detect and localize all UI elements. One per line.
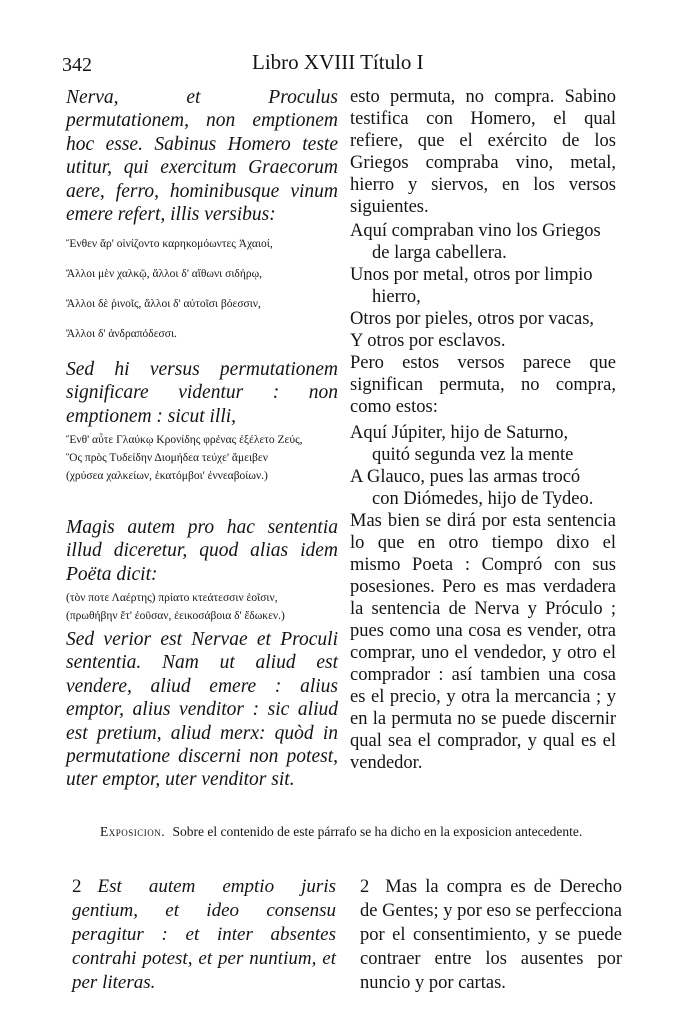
spanish-verse-line: Aquí compraban vino los Griegos: [350, 221, 601, 241]
latin-paragraph-4: Sed verior est Nervae et Proculi sententia. Nam ut aliud est vendere, aliud emere : alius emptor, alius venditor : sic aliud est pretium, aliud merx: quòd in permutatione discerni non potest, uter emptor, uter venditor sit.: [66, 629, 338, 791]
section-2-latin-paragraph: [72, 875, 336, 995]
exposicion-note: [100, 822, 620, 842]
greek-verse-line: Ἄλλοι δ' ἀνδραπόδεσσι.: [66, 328, 177, 340]
greek-verse-line: (χρύσεα χαλκείων, ἑκατόμβοι' ἐννεαβοίων.): [66, 470, 268, 482]
greek-verse-line: (τὸν ποτε Λαέρτης) πρίατο κτεάτεσσιν ἑοῖσιν,: [66, 592, 278, 604]
spanish-paragraph-1: esto permuta, no compra. Sabino testifica con Homero, el qual refiere, que el exército de los Griegos compraba vino, metal, hierro y siervos, en los versos siguientes.: [350, 87, 616, 217]
latin-column-part-1: [66, 86, 338, 226]
exposicion-text: Sobre el contenido de este párrafo se ha dicho en la exposicion antecedente.: [172, 824, 583, 839]
spanish-verse-line: con Diómedes, hijo de Tydeo.: [372, 489, 594, 509]
section-2-spanish-text: Mas la compra es de Derecho de Gentes; y por eso se perfecciona por el consentimiento, y se puede contraer entre los ausentes por nuncio y por cartas.: [360, 877, 622, 993]
greek-verse-line: Ἄλλοι μὲν χαλκῷ, ἄλλοι δ' αἴθωνι σιδήρῳ,: [66, 268, 263, 280]
section-2-latin: [72, 875, 336, 995]
latin-paragraph-1: Nerva, et Proculus permutationem, non emptionem hoc esse. Sabinus Homero teste utitur, qui exercitum Graecorum aere, ferro, hominibusque vinum emere refert, illis versibus:: [66, 87, 338, 226]
greek-verse-line: Ἄλλοι δὲ ῥινοῖς, ἄλλοι δ' αὐτοῖσι βόεσσιν,: [66, 298, 261, 310]
spanish-paragraph-2: Pero estos versos parece que significan permuta, no compra, como estos:: [350, 353, 616, 417]
page-number: 342: [62, 54, 92, 76]
paragraph-number: 2: [72, 876, 82, 897]
greek-verses-2: [66, 432, 338, 486]
spanish-column: [350, 86, 616, 774]
greek-verse-line: (πρωθήβην ἔτ' ἐοῦσαν, ἐεικοσάβοια δ' ἔδωκεν.): [66, 610, 285, 622]
paragraph-number: 2: [360, 877, 370, 897]
latin-paragraph-2: Sed hi versus permutationem significare videntur : non emptionem : sicut illi,: [66, 359, 338, 427]
latin-column-part-4: [66, 628, 338, 792]
spanish-verses-2: [350, 422, 616, 510]
section-2-latin-text: Est autem emptio juris gentium, et ideo consensu peragitur : et inter absentes contrahi potest, et per nuntium, et per literas.: [72, 876, 336, 993]
section-2-spanish-paragraph: [360, 875, 622, 995]
spanish-verse-line: Aquí Júpiter, hijo de Saturno,: [350, 423, 569, 443]
spanish-verse-line: de larga cabellera.: [372, 243, 507, 263]
section-2-spanish: [360, 875, 622, 995]
spanish-verse-line: Otros por pieles, otros por vacas,: [350, 309, 595, 329]
greek-verses-3: [66, 590, 338, 626]
greek-verse-line: Ἔνθεν ἄρ' οἰνίζοντο καρηκομόωντες Ἀχαιοί,: [66, 238, 273, 250]
running-head: Libro XVIII Título I: [252, 50, 424, 74]
latin-column-part-3: [66, 516, 338, 586]
spanish-paragraph-3: Mas bien se dirá por esta sentencia lo que en otro tiempo dixo el mismo Poeta : Compró con sus posesiones. Pero es mas verdadera la sentencia de Nerva y Próculo ; pues como una cosa es vender, otra comprar, uno el vendedor, y otro el comprador : así tambien una cosa es el precio, y otra la mercancia ; y en la permuta no se puede discernir qual sea el comprador, y qual es el vendedor.: [350, 511, 616, 773]
latin-paragraph-3: Magis autem pro hac sententia illud diceretur, quod alias idem Poëta dicit:: [66, 517, 338, 585]
greek-verses-1: [66, 236, 338, 356]
spanish-verse-line: Y otros por esclavos.: [350, 331, 506, 351]
latin-column-part-2: [66, 358, 338, 428]
greek-verse-line: Ὃς πρὸς Τυδείδην Διομήδεα τεύχε' ἄμειβεν: [66, 452, 268, 464]
exposicion-label: Exposicion.: [100, 824, 166, 839]
spanish-verse-line: A Glauco, pues las armas trocó: [350, 467, 581, 487]
spanish-verse-line: Unos por metal, otros por limpio: [350, 265, 593, 285]
greek-verse-line: Ἔνθ' αὖτε Γλαύκῳ Κρονίδης φρένας ἐξέλετο Ζεύς,: [66, 434, 303, 446]
spanish-verse-line: hierro,: [372, 287, 421, 307]
spanish-verse-line: quitó segunda vez la mente: [372, 445, 574, 465]
spanish-verses-1: [350, 220, 616, 352]
